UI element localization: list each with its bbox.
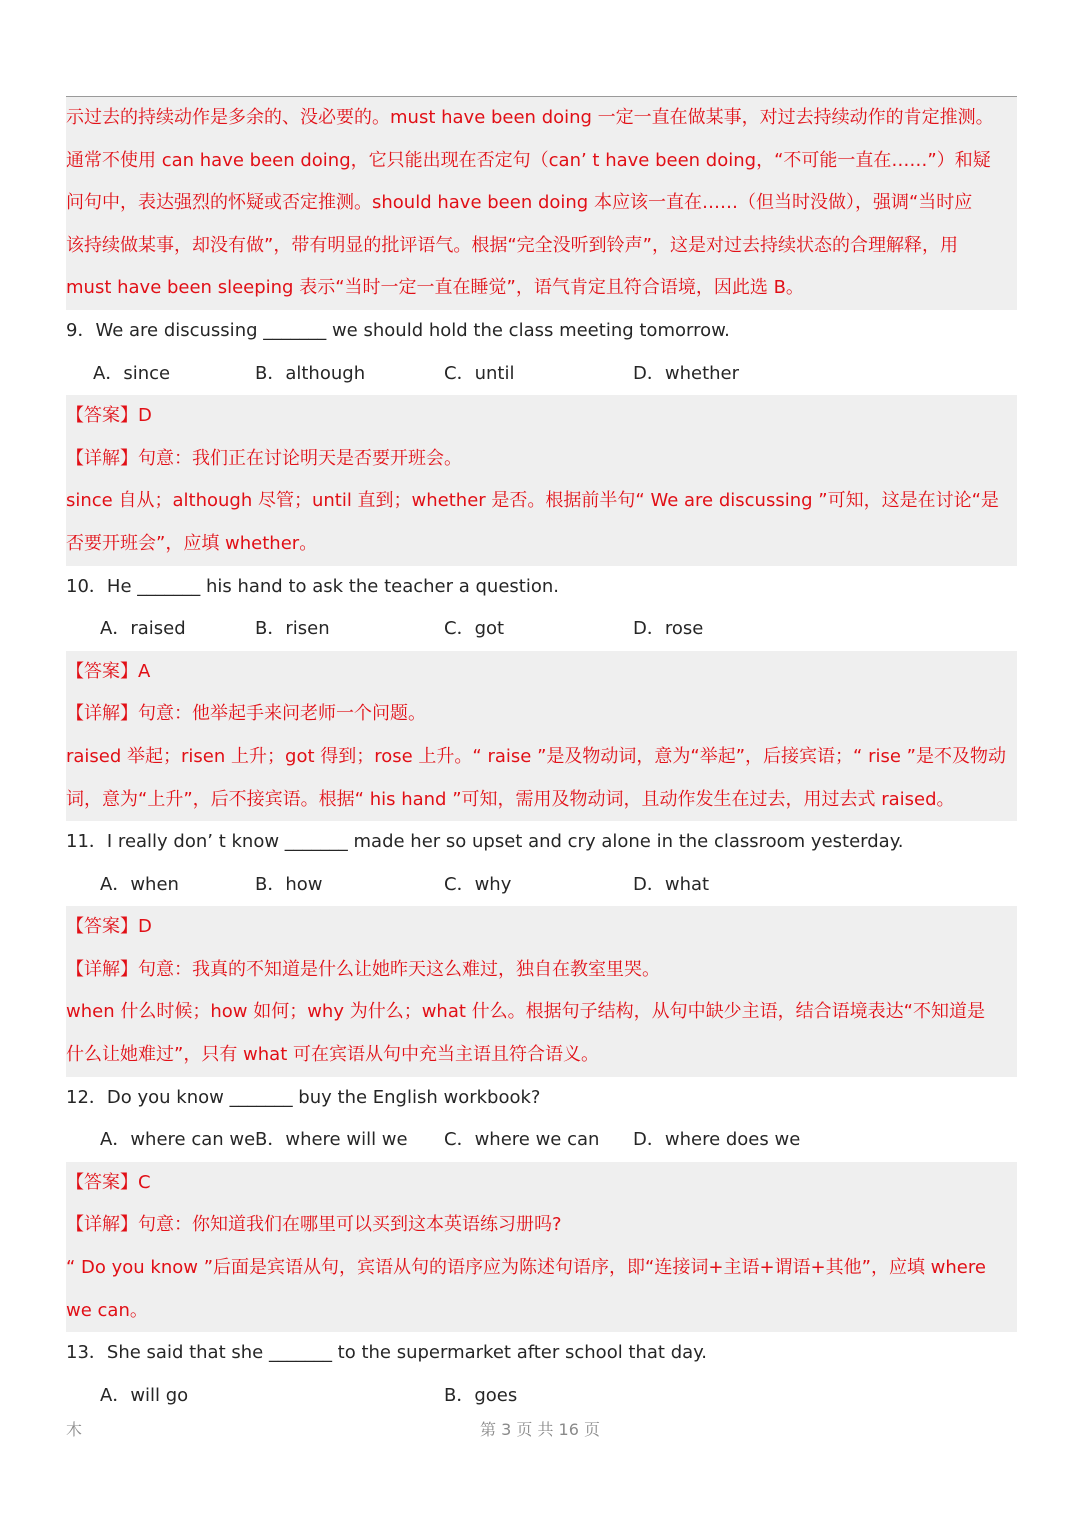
footer-mark: 木: [66, 1420, 83, 1439]
question-10-options: [66, 608, 1017, 651]
option-b: B．although: [255, 362, 366, 384]
option-a: A．since: [93, 362, 171, 384]
question-9-options: [66, 353, 1017, 396]
page-number: 第 3 页 共 16 页: [480, 1420, 600, 1439]
option-b: B．where will we: [255, 1129, 408, 1151]
option-b: B．goes: [444, 1384, 518, 1406]
explanation-line: must have been sleeping 表示“当时一定一直在睡觉”，语气肯定且符合语境，因此选 B。: [66, 277, 804, 299]
prev-explanation-box: [66, 97, 1017, 310]
explanation-line: 该持续做某事，却没有做”，带有明显的批评语气。根据“完全没听到铃声”，这是对过去持续状态的合理解释，用: [66, 234, 958, 256]
explanation-line: we can。: [66, 1299, 148, 1321]
question-11-answer-box: [66, 906, 1017, 1076]
question-12-stem: 12．Do you know _______ buy the English workbook?: [66, 1086, 541, 1108]
question-13-options: [66, 1375, 1017, 1418]
question-9-answer-box: [66, 395, 1017, 565]
question-13-stem: 13．She said that she _______ to the supermarket after school that day.: [66, 1342, 707, 1364]
question-11-options: [66, 864, 1017, 907]
explanation-line: “ Do you know ”后面是宾语从句，宾语从句的语序应为陈述句语序，即“连接词+主语+谓语+其他”，应填 where: [66, 1257, 986, 1279]
question-11-stem: 11．I really don’ t know _______ made her so upset and cry alone in the classroom yesterday.: [66, 831, 904, 853]
option-b: B．how: [255, 873, 323, 895]
option-d: D．where does we: [633, 1129, 801, 1151]
explanation-line: since 自从；although 尽管；until 直到；whether 是否。根据前半句“ We are discussing ”可知，这是在讨论“是: [66, 490, 999, 512]
option-a: A．raised: [100, 618, 186, 640]
explanation-line: 词，意为“上升”，后不接宾语。根据“ his hand ”可知，需用及物动词，且动作发生在过去，用过去式 raised。: [66, 788, 955, 810]
explanation-line: 什么让她难过”，只有 what 可在宾语从句中充当主语且符合语义。: [66, 1044, 599, 1066]
answer-label: 【答案】A: [66, 660, 151, 682]
option-d: D．what: [633, 873, 710, 895]
option-b: B．risen: [255, 618, 330, 640]
option-c: C．where we can: [444, 1129, 600, 1151]
option-a: A．where can we: [100, 1129, 256, 1151]
detail-label: 【详解】句意：我真的不知道是什么让她昨天这么难过，独自在教室里哭。: [66, 958, 660, 980]
question-9-stem: 9．We are discussing _______ we should hold the class meeting tomorrow.: [66, 319, 730, 341]
explanation-line: 否要开班会”，应填 whether。: [66, 532, 318, 554]
explanation-line: when 什么时候；how 如何；why 为什么；what 什么。根据句子结构，从句中缺少主语，结合语境表达“不知道是: [66, 1001, 985, 1023]
option-c: C．got: [444, 618, 505, 640]
detail-label: 【详解】句意：我们正在讨论明天是否要开班会。: [66, 447, 462, 469]
option-d: D．rose: [633, 618, 704, 640]
question-10-answer-box: [66, 651, 1017, 821]
explanation-line: 问句中，表达强烈的怀疑或否定推测。should have been doing 本应该一直在……（但当时没做），强调“当时应: [66, 192, 973, 214]
detail-label: 【详解】句意：你知道我们在哪里可以买到这本英语练习册吗?: [66, 1214, 562, 1236]
explanation-line: 示过去的持续动作是多余的、没必要的。must have been doing 一定一直在做某事，对过去持续动作的肯定推测。: [66, 107, 994, 128]
option-a: A．when: [100, 873, 179, 895]
page-content: [66, 97, 1017, 1417]
question-10-stem: 10．He _______ his hand to ask the teacher a question.: [66, 575, 559, 597]
option-d: D．whether: [633, 362, 740, 384]
answer-label: 【答案】D: [66, 405, 152, 427]
question-12-answer-box: [66, 1162, 1017, 1332]
option-a: A．will go: [100, 1384, 189, 1406]
answer-label: 【答案】C: [66, 1171, 151, 1193]
explanation-line: 通常不使用 can have been doing，它只能出现在否定句（can’ t have been doing，“不可能一直在……”）和疑: [66, 149, 991, 171]
option-c: C．until: [444, 362, 515, 384]
option-c: C．why: [444, 873, 512, 895]
detail-label: 【详解】句意：他举起手来问老师一个问题。: [66, 703, 426, 725]
explanation-line: raised 举起；risen 上升；got 得到；rose 上升。“ raise ”是及物动词，意为“举起”，后接宾语；“ rise ”是不及物动: [66, 745, 1006, 767]
question-12-options: [66, 1119, 1017, 1162]
answer-label: 【答案】D: [66, 916, 152, 938]
